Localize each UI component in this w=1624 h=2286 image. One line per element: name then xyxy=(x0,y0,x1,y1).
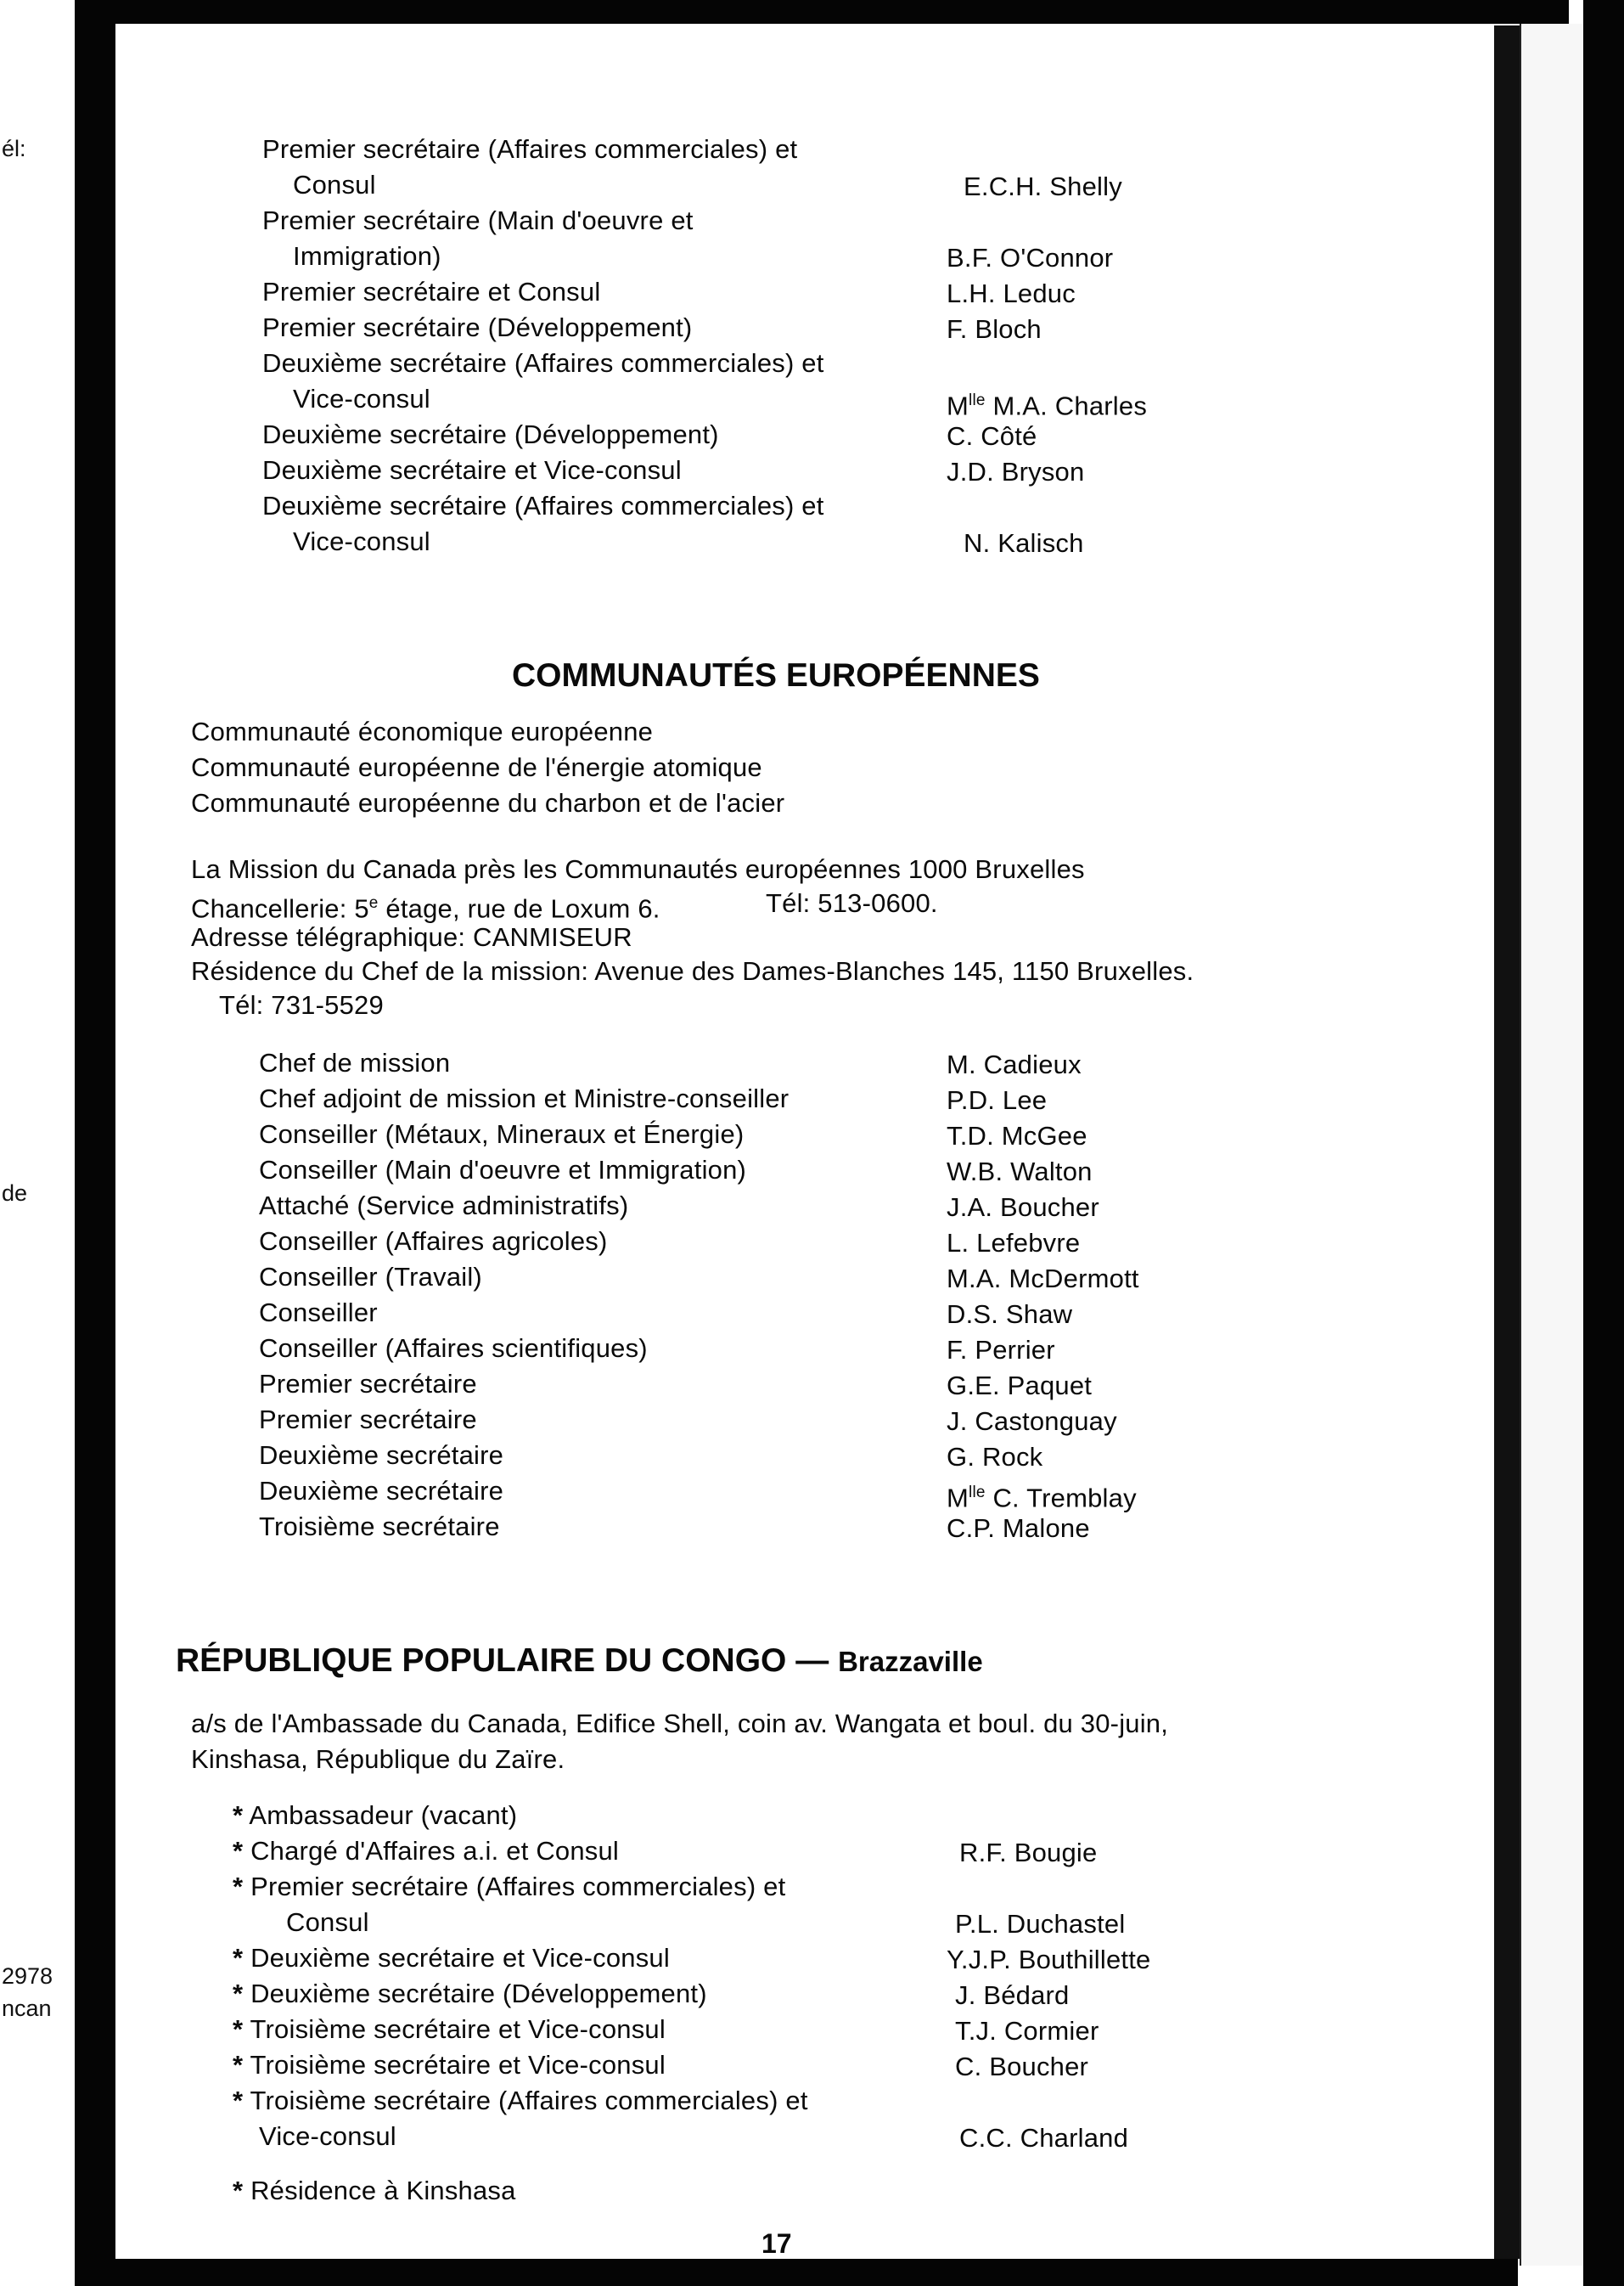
role-line xyxy=(233,2084,808,2118)
title-superscript: lle xyxy=(969,391,986,409)
footnote-marker: * xyxy=(233,2176,244,2205)
footnote-marker: * xyxy=(233,2050,244,2080)
scan-binding-shadow xyxy=(75,0,115,2286)
staff-name: L.H. Leduc xyxy=(947,279,1076,308)
chancery-superscript: e xyxy=(368,894,379,912)
role-line: Deuxième secrétaire xyxy=(259,1440,504,1470)
mission-line: La Mission du Canada près les Communautés européennes 1000 Bruxelles xyxy=(191,854,1085,884)
footnote-text: Résidence à Kinshasa xyxy=(250,2176,516,2205)
footnote-marker: * xyxy=(233,1872,244,1901)
role-line xyxy=(233,1941,670,1975)
role-line: Deuxième secrétaire (Développement) xyxy=(262,419,719,449)
chancery-text: Chancellerie: 5 xyxy=(191,893,369,924)
staff-name: F. Perrier xyxy=(947,1335,1055,1365)
role-text: Troisième secrétaire et Vice-consul xyxy=(250,2014,666,2044)
address-line: a/s de l'Ambassade du Canada, Edifice Shell, coin av. Wangata et boul. du 30-juin, xyxy=(191,1709,1169,1738)
staff-name: T.J. Cormier xyxy=(955,2016,1099,2046)
role-line: Immigration) xyxy=(293,241,441,271)
telegraphic-address: Adresse télégraphique: CANMISEUR xyxy=(191,922,632,952)
role-text: Troisième secrétaire et Vice-consul xyxy=(250,2050,666,2080)
margin-fragment: 2978 xyxy=(2,1963,53,1989)
staff-name: B.F. O'Connor xyxy=(947,243,1114,273)
staff-name-text: C. Tremblay xyxy=(992,1483,1137,1513)
scan-right-edge xyxy=(1583,0,1624,2286)
staff-name xyxy=(947,1476,1137,1515)
margin-fragment: ncan xyxy=(2,1996,52,2021)
margin-fragment: de xyxy=(2,1180,28,1206)
staff-name: P.L. Duchastel xyxy=(955,1909,1126,1939)
staff-name: M. Cadieux xyxy=(947,1050,1082,1079)
role-text: Troisième secrétaire (Affaires commerciales) et xyxy=(250,2086,808,2115)
residence-phone: Tél: 731-5529 xyxy=(219,990,384,1020)
role-line: Premier secrétaire et Consul xyxy=(262,277,601,307)
staff-name: J.A. Boucher xyxy=(947,1192,1099,1222)
residence-address: Résidence du Chef de la mission: Avenue des Dames-Blanches 145, 1150 Bruxelles. xyxy=(191,956,1194,986)
staff-name xyxy=(947,384,1147,423)
staff-name: C.P. Malone xyxy=(947,1513,1090,1543)
role-line: Premier secrétaire (Développement) xyxy=(262,312,693,342)
role-line xyxy=(233,1799,517,1833)
role-line: Conseiller (Affaires scientifiques) xyxy=(259,1333,648,1363)
role-line: Attaché (Service administratifs) xyxy=(259,1191,629,1220)
role-line xyxy=(233,1834,619,1868)
role-line: Premier secrétaire (Main d'oeuvre et xyxy=(262,206,694,235)
role-line: Conseiller (Main d'oeuvre et Immigration) xyxy=(259,1155,747,1185)
scan-bottom-border xyxy=(75,2259,1518,2286)
staff-name: J.D. Bryson xyxy=(947,457,1085,487)
scan-right-strip xyxy=(1520,24,1585,2266)
role-line: Conseiller (Affaires agricoles) xyxy=(259,1226,608,1256)
staff-name: W.B. Walton xyxy=(947,1157,1093,1186)
staff-name: C. Côté xyxy=(947,421,1037,451)
role-line: Conseiller (Métaux, Mineraux et Énergie) xyxy=(259,1119,745,1149)
title-superscript: lle xyxy=(969,1484,986,1501)
role-line: Deuxième secrétaire (Affaires commerciales) et xyxy=(262,491,824,521)
role-line: Deuxième secrétaire (Affaires commerciales) et xyxy=(262,348,824,378)
scan-right-gutter xyxy=(1494,25,1520,2259)
footnote-marker: * xyxy=(233,1836,244,1866)
section-title: COMMUNAUTÉS EUROPÉENNES xyxy=(512,657,1040,694)
footnote xyxy=(233,2174,516,2208)
staff-name: R.F. Bougie xyxy=(959,1838,1098,1867)
footnote-marker: * xyxy=(233,1979,244,2008)
staff-name-text: M.A. Charles xyxy=(992,391,1148,421)
footnote-marker: * xyxy=(233,1943,244,1973)
role-line: Troisième secrétaire xyxy=(259,1512,500,1541)
title-prefix: M xyxy=(947,391,969,421)
role-line xyxy=(233,1870,785,1904)
scan-left-margin xyxy=(0,0,81,2286)
role-line: Vice-consul xyxy=(293,526,430,556)
staff-name: G.E. Paquet xyxy=(947,1371,1093,1400)
title-prefix: M xyxy=(947,1483,969,1513)
staff-name: F. Bloch xyxy=(947,314,1042,344)
community-name: Communauté européenne du charbon et de l'acier xyxy=(191,788,785,818)
chancery-phone: Tél: 513-0600. xyxy=(766,888,938,918)
role-line: Vice-consul xyxy=(293,384,430,414)
staff-name: L. Lefebvre xyxy=(947,1228,1081,1258)
role-line: Premier secrétaire xyxy=(259,1369,477,1399)
role-line: Consul xyxy=(286,1907,369,1937)
role-text: Premier secrétaire (Affaires commerciales) et xyxy=(250,1872,786,1901)
staff-name: J. Bédard xyxy=(955,1980,1070,2010)
role-text: Chargé d'Affaires a.i. et Consul xyxy=(250,1836,620,1866)
role-line: Conseiller xyxy=(259,1298,378,1327)
role-line: Chef de mission xyxy=(259,1048,451,1078)
role-line: Consul xyxy=(293,170,376,200)
staff-name: P.D. Lee xyxy=(947,1085,1048,1115)
chancery-text: étage, rue de Loxum 6. xyxy=(378,893,660,924)
section-title xyxy=(176,1642,983,1680)
address-line: Kinshasa, République du Zaïre. xyxy=(191,1744,565,1774)
community-name: Communauté européenne de l'énergie atomique xyxy=(191,752,762,782)
role-text: Deuxième secrétaire et Vice-consul xyxy=(250,1943,670,1973)
staff-name: G. Rock xyxy=(947,1442,1043,1472)
margin-fragment: él: xyxy=(2,136,26,161)
role-text: Deuxième secrétaire (Développement) xyxy=(250,1979,707,2008)
staff-name: C. Boucher xyxy=(955,2052,1089,2081)
role-line xyxy=(233,1977,707,2011)
staff-name: N. Kalisch xyxy=(964,528,1084,558)
role-line: Conseiller (Travail) xyxy=(259,1262,482,1292)
staff-name: E.C.H. Shelly xyxy=(964,172,1122,201)
role-line xyxy=(233,2013,666,2047)
staff-name: J. Castonguay xyxy=(947,1406,1117,1436)
role-line: Deuxième secrétaire et Vice-consul xyxy=(262,455,682,485)
role-line: Premier secrétaire (Affaires commerciales) et xyxy=(262,134,798,164)
role-line xyxy=(233,2048,666,2082)
staff-name: M.A. McDermott xyxy=(947,1264,1139,1293)
footnote-marker: * xyxy=(233,1800,244,1830)
role-line: Premier secrétaire xyxy=(259,1405,477,1434)
role-line: Deuxième secrétaire xyxy=(259,1476,504,1506)
community-name: Communauté économique européenne xyxy=(191,717,654,746)
country-title: RÉPUBLIQUE POPULAIRE DU CONGO — xyxy=(176,1642,829,1679)
footnote-marker: * xyxy=(233,2086,244,2115)
footnote-marker: * xyxy=(233,2014,244,2044)
role-text: Ambassadeur (vacant) xyxy=(249,1800,518,1830)
page-number: 17 xyxy=(761,2228,792,2259)
staff-name: C.C. Charland xyxy=(959,2123,1129,2153)
role-line: Chef adjoint de mission et Ministre-conseiller xyxy=(259,1084,790,1113)
staff-name: Y.J.P. Bouthillette xyxy=(947,1945,1151,1974)
role-line: Vice-consul xyxy=(259,2121,396,2151)
scan-top-border xyxy=(75,0,1569,24)
staff-name: T.D. McGee xyxy=(947,1121,1087,1151)
city-subtitle: Brazzaville xyxy=(838,1646,983,1677)
staff-name: D.S. Shaw xyxy=(947,1299,1073,1329)
